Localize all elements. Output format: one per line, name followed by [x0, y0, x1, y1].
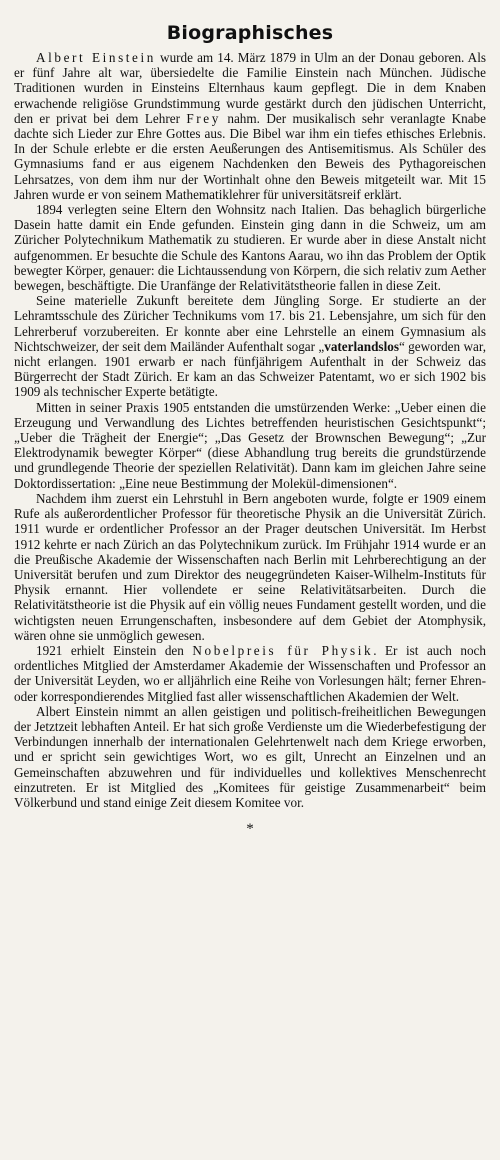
word-vaterlandslos: vaterlandslos: [324, 338, 399, 354]
paragraph-italy-switzerland: 1894 verlegten seine Eltern den Wohnsitz nach Italien. Das behaglich bürgerliche Dasein hatte damit ein Ende gefunden. Einstein ging dann in die Schweiz, um am Züricher Polytechnikum Mathematik zu studieren. Er wurde aber in diese Anstalt nicht aufgenommen. Er besuchte die Schule des Kantons Aarau, wo ihn das Problem der Optik bewegter Körper, genauer: die Lichtaussendung von Körpern, die sich relativ zum Aether bewegen, beschäftigte. Die Uranfänge der Relativitätstheorie fallen in diese Zeit.: [14, 202, 486, 294]
paragraph-text: Seine materielle Zukunft bereitete dem Jüngling Sorge. Er studierte an der Lehramtsschule des Züricher Technikums vom 17. bis 21. Lebensjahre, um sich für den Lehrerberuf vorzubereiten. Er konnte aber eine Lehrstelle an einem Gymnasium als Nichtschweizer, der seit dem Mailänder Aufenthalt sogar „: [14, 293, 486, 354]
paragraph-professorships: Nachdem ihm zuerst ein Lehrstuhl in Bern angeboten wurde, folgte er 1909 einem Rufe als außerordentlicher Professor für theoretische Physik an die Universität Zürich. 1911 wurde er ordentlicher Professor an der Prager deutschen Universität. Im Herbst 1912 kehrte er nach Zürich an das Polytechnikum zurück. Im Frühjahr 1914 wurde er an die Preußische Akademie der Wissenschaften nach Berlin mit Lehrberechtigung an der Universität berufen und zum Direktor des neugegründeten Kaiser-Wilhelm-Instituts für Physik ernannt. Hier vollendete er seine Relativitätsarbeiten. Durch die Relativitätstheorie ist die Physik auf ein völlig neues Fundament gestellt worden, und die wichtigsten neuen Errungenschaften, insbesondere auf dem Gebiet der Atomphysik, wären ohne sie unmöglich gewesen.: [14, 490, 486, 643]
paragraph-nobel-prize: [14, 643, 486, 704]
paragraph-text: nahm. Der musikalisch sehr veranlagte Knabe dachte sich Lieder zur Ehre Gottes aus. Die Bibel war ihm ein tiefes ethisches Erlebnis. In der Schule erlebte er die ersten Aeußerungen des Antisemitismus. Als Schüler des Gymnasiums fand er aus eigenem Nachdenken den Beweis des Pythagoreischen Lehrsatzes, von dem ihm nur der Wortinhalt ohne den Beweis mitgeteilt war. Mit 15 Jahren wurde er von seinem Mathematiklehrer für universitätsreif erklärt.: [14, 110, 486, 202]
paragraph-text: . Er ist auch noch ordentliches Mitglied der Amsterdamer Akademie der Wissenschaften und Professor an der Universität Leyden, wo er alljährlich eine Reihe von Vorlesungen hält; ferner Ehren- oder korrespondierendes Mitglied fast aller wissenschaftlichen Akademien der Welt.: [14, 642, 486, 704]
paragraph-1905-works: Mitten in seiner Praxis 1905 entstanden die umstürzenden Werke: „Ueber einen die Erzeugung und Verwandlung des Lichtes betreffenden heuristischen Gesichtspunkt“; „Ueber die Trägheit der Energie“; „Das Gesetz der Brownschen Bewegung“; „Zur Elektrodynamik bewegter Körper“ (diese Abhandlung trug bereits die grundstürzende und grundlegende Theorie der speziellen Relativität). Dann kam im gleichen Jahre seine Doktordissertation: „Eine neue Bestimmung der Molekül-dimensionen“.: [14, 399, 486, 491]
paragraph-text: 1921 erhielt Einstein den: [36, 642, 193, 658]
name-einstein: Albert Einstein: [36, 50, 156, 65]
name-frey: Frey: [186, 110, 221, 126]
paragraph-political-engagement: Albert Einstein nimmt an allen geistigen und politisch-freiheitlichen Bewegungen der Jetztzeit lebhaften Anteil. Er hat sich große Verdienste um die Wiederbefestigung der Verbindungen innerhalb der internationalen Gelehrtenwelt nach dem Kriege erworben, und er spricht sein gewichtiges Wort, wo es gilt, Unrecht an Einzelnen und an Gemeinschaften abzuwehren und für individuelles und kollektives Menschenrecht einzutreten. Er ist Mitglied des „Komitees für geistige Zusammenarbeit“ beim Völkerbund und stand einige Zeit diesem Komitee vor.: [14, 703, 486, 810]
end-asterisk: *: [246, 821, 254, 838]
paragraph-text: wurde am 14. März 1879 in Ulm an der Donau geboren. Als er fünf Jahre alt war, übersiedelte die Familie Einstein nach München. Jüdische Traditionen wurden in Einsteins Elternhaus kaum gepflegt. Die in dem Knaben erwachende religiöse Grundstimmung wurde gestärkt durch den jüdischen Unterricht, den er privat bei dem Lehrer: [14, 50, 486, 126]
nobel-prize-text: Nobelpreis für Physik: [192, 642, 374, 658]
paragraph-studies-patent-office: [14, 293, 486, 399]
article-title: Biographisches: [166, 22, 334, 44]
paragraph-early-life: [14, 50, 486, 202]
paragraph-text: “ geworden war, nicht erlangen. 1901 erwarb er nach fünfjährigem Aufenthalt in der Schweiz das Bürgerrecht der Stadt Zürich. Er kam an das Schweizer Patentamt, wo er sich 1902 bis 1909 als technischer Experte betätigte.: [14, 338, 486, 400]
